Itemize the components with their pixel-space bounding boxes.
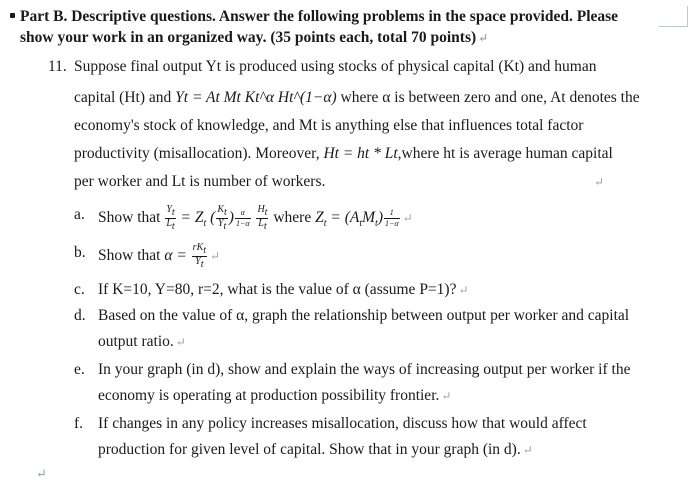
return-mark-icon: ↵ [36,466,47,481]
item-b-label: b. [74,244,86,261]
formula-a-ky: $\frac{K_t}{Y_t}$ [217,204,227,232]
header-line-2: show your work in an organized way. (35 points each, total 70 points) ↵ [20,29,489,46]
item-d-text: Based on the value of α, graph the relationship between output per worker and capital [98,307,630,324]
item-a-text: Show that $\frac{Y_t}{L_t}$ = $Z_t$ ( $\frac{K_t}{Y_t}$ ) $\frac{\alpha}{1-\alpha}$ $\frac{H_t}{L_t}$ where $Z_t = (A_tM_t)$ $\frac{1}{1-\alpha}$ ↵ [98,204,413,232]
header-line-1: Part B. Descriptive questions. Answer the following problems in the space provided. Please [20,8,619,25]
item-c-text: If K=10, Y=80, r=2, what is the value of α (assume P=1)? ↵ [98,281,469,298]
item-f-text-2: production for given level of capital. Show that in your graph (in d). ↵ [98,441,533,458]
q11-line-1: Suppose final output Yt is produced using stocks of physical capital (Kt) and human [74,58,597,75]
item-e-text: In your graph (in d), show and explain the ways of increasing output per worker if the [98,361,631,378]
return-mark-icon: ↵ [175,335,186,349]
item-f-text: If changes in any policy increases misallocation, discuss how that would affect [98,415,587,432]
q11-number: 11. [48,58,67,75]
return-mark-icon: ↵ [441,389,452,403]
item-c-label: c. [74,281,85,298]
item-b-text: Show that α = $\frac{rK_t}{Y_t}$ ↵ [98,242,221,270]
formula-b-frac: $\frac{rK_t}{Y_t}$ [192,242,207,270]
formula-b: α = [164,247,187,265]
formula-a-hl: $\frac{H_t}{L_t}$ [257,204,268,232]
return-mark-icon: ↵ [594,175,605,189]
item-f-label: f. [74,415,84,432]
page-corner-mark [659,6,688,27]
return-mark-icon: ↵ [458,283,469,297]
formula-a-yl: $\frac{Y_t}{L_t}$ [166,204,175,232]
item-d-label: d. [74,307,86,324]
bullet-icon [10,13,15,18]
return-mark-icon: ↵ [478,31,489,45]
item-a-label: a. [74,206,85,223]
formula-a-z-exp: $\frac{1}{1-\alpha}$ [384,208,399,228]
item-d-text-2: output ratio. ↵ [98,333,186,350]
q11-line-4: productivity (misallocation). Moreover, Ht = ht * Lt,where ht is average human capital [74,145,613,162]
formula-a-eq: = $Z_t$ ( [180,209,216,230]
production-function: Yt = At Mt Kt^α Ht^(1−α) [175,89,337,106]
item-e-label: e. [74,361,85,378]
return-mark-icon: ↵ [402,211,413,226]
return-mark-icon: ↵ [522,443,533,457]
item-e-text-2: economy is operating at production possibility frontier. ↵ [98,387,452,404]
q11-line-3: economy's stock of knowledge, and Mt is anything else that influences total factor [74,117,584,134]
human-capital-formula: Ht = ht * Lt [323,145,398,162]
formula-a-z: $Z_t = (A_tM_t)$ [315,209,383,230]
return-mark-icon: ↵ [210,249,221,264]
q11-line-5: per worker and Lt is number of workers. [74,173,326,190]
formula-a-exp: $\frac{\alpha}{1-\alpha}$ [235,208,250,228]
q11-line-2: capital (Ht) and Yt = At Mt Kt^α Ht^(1−α) where α is between zero and one, At denotes the [74,89,640,106]
